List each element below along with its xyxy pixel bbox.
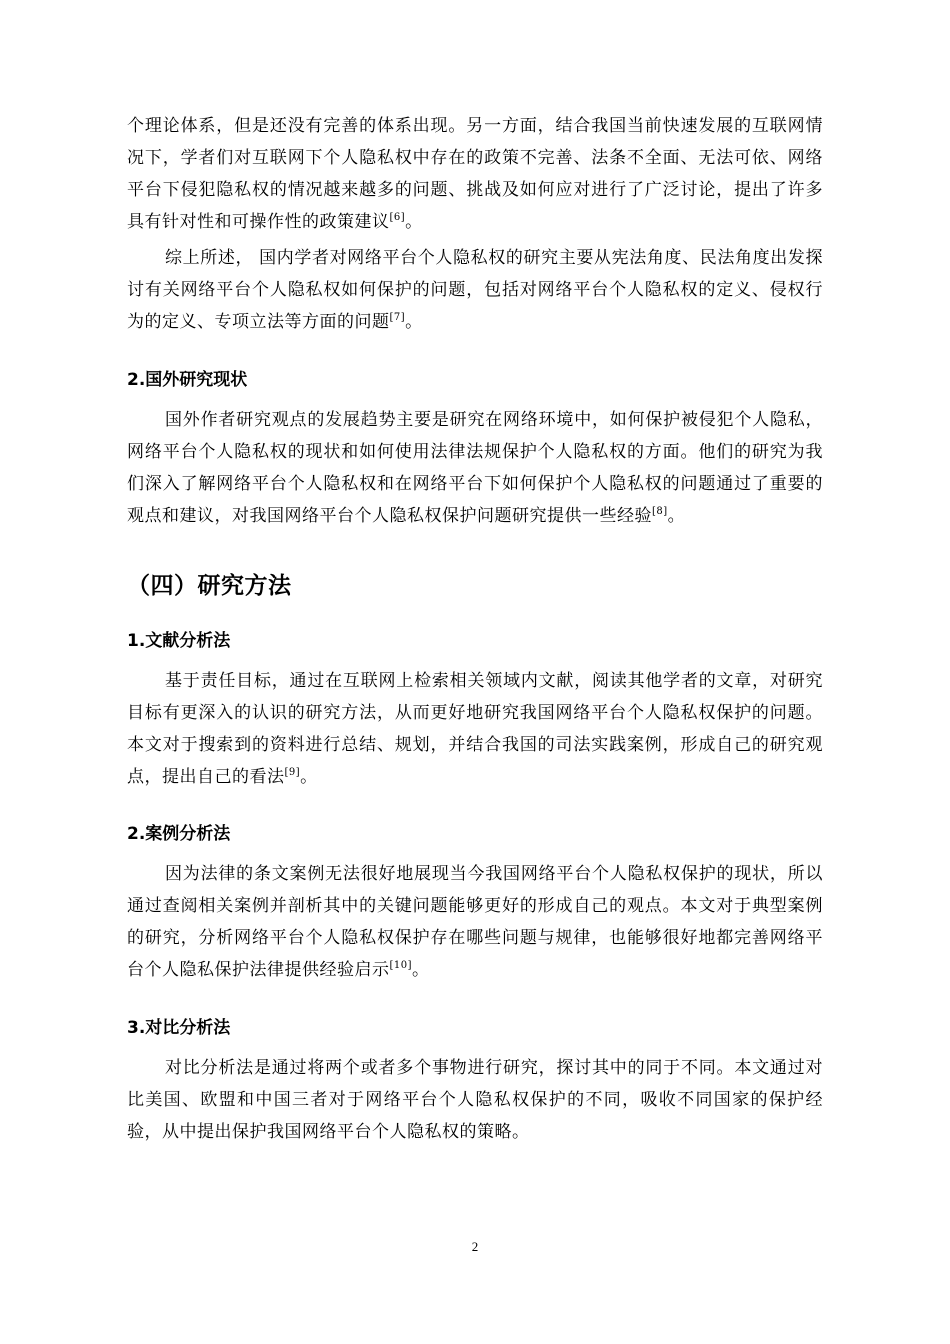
citation-ref: [8] (652, 506, 668, 517)
paragraph-end: 。 (300, 767, 318, 787)
paragraph-end: 。 (405, 212, 423, 232)
paragraph-foreign-research (127, 404, 823, 532)
citation-ref: [9] (284, 767, 301, 778)
paragraph-end: 。 (412, 960, 430, 980)
paragraph-text: 基于责任目标，通过在互联网上检索相关领域内文献，阅读其他学者的文章，对研究目标有更深入的认识的研究方法，从而更好地研究我国网络平台个人隐私权保护的问题。本文对于搜索到的资料进行总结、规划，并结合我国的司法实践案例，形成自己的研究观点，提出自己的看法 (127, 671, 823, 787)
paragraph-text: 综上所述， 国内学者对网络平台个人隐私权的研究主要从宪法角度、民法角度出发探讨有关网络平台个人隐私权如何保护的问题，包括对网络平台个人隐私权的定义、侵权行为的定义、专项立法等方面的问题 (127, 248, 823, 332)
paragraph-text: 个理论体系，但是还没有完善的体系出现。另一方面，结合我国当前快速发展的互联网情况下，学者们对互联网下个人隐私权中存在的政策不完善、法条不全面、无法可依、网络平台下侵犯隐私权的情况越来越多的问题、挑战及如何应对进行了广泛讨论，提出了许多具有针对性和可操作性的政策建议 (127, 116, 823, 232)
citation-ref: [10] (389, 960, 413, 971)
paragraph-text: 国外作者研究观点的发展趋势主要是研究在网络环境中，如何保护被侵犯个人隐私，网络平台个人隐私权的现状和如何使用法律法规保护个人隐私权的方面。他们的研究为我们深入了解网络平台个人隐私权和在网络平台下如何保护个人隐私权的问题通过了重要的观点和建议，对我国网络平台个人隐私权保护问题研究提供一些经验 (127, 410, 823, 526)
paragraph-text: 对比分析法是通过将两个或者多个事物进行研究，探讨其中的同于不同。本文通过对比美国、欧盟和中国三者对于网络平台个人隐私权保护的不同，吸收不同国家的保护经验，从中提出保护我国网络平台个人隐私权的策略。 (127, 1058, 823, 1142)
paragraph-end: 。 (405, 312, 423, 332)
paragraph-domestic-research-cont (127, 110, 823, 238)
citation-ref: [7] (389, 312, 406, 323)
paragraph-case-analysis (127, 858, 823, 986)
paragraph-text: 因为法律的条文案例无法很好地展现当今我国网络平台个人隐私权保护的现状，所以通过查阅相关案例并剖析其中的关键问题能够更好的形成自己的观点。本文对于典型案例的研究，分析网络平台个人隐私权保护存在哪些问题与规律，也能够很好地都完善网络平台个人隐私保护法律提供经验启示 (127, 864, 823, 980)
heading-literature-analysis: 1.文献分析法 (127, 631, 231, 651)
paragraph-literature-analysis (127, 665, 823, 793)
heading-case-analysis: 2.案例分析法 (127, 824, 231, 844)
heading-comparative-analysis: 3.对比分析法 (127, 1018, 231, 1038)
heading-research-methods: （四）研究方法 (127, 573, 292, 599)
citation-ref: [6] (389, 212, 406, 223)
paragraph-domestic-summary (127, 242, 823, 338)
paragraph-comparative-analysis (127, 1052, 823, 1148)
heading-foreign-research-status: 2.国外研究现状 (127, 370, 248, 390)
paragraph-end: 。 (667, 506, 686, 526)
page-number: 2 (471, 1239, 479, 1254)
